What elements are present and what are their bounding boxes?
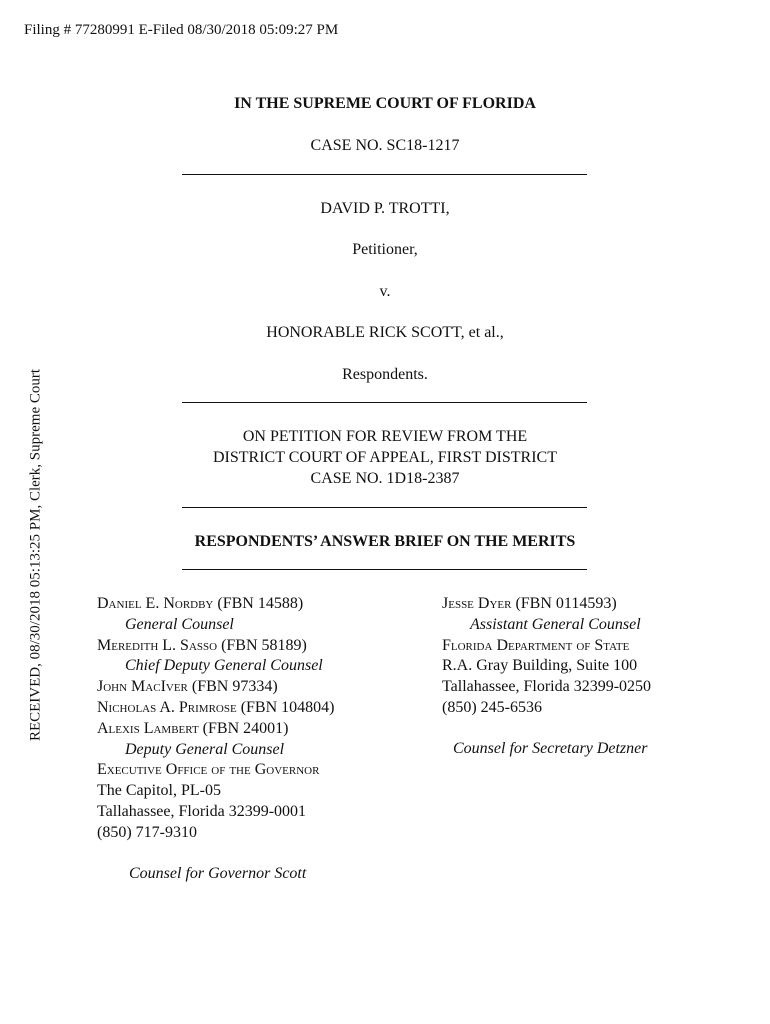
counsel-line: Jesse Dyer (FBN 0114593): [442, 595, 617, 612]
counsel-block-secretary: [442, 594, 651, 760]
received-stamp: RECEIVED, 08/30/2018 05:13:25 PM, Clerk, Supreme Court: [27, 368, 44, 742]
office-name: Florida Department of State: [442, 636, 630, 654]
divider-rule: [182, 507, 587, 508]
review-line-2: DISTRICT COURT OF APPEAL, FIRST DISTRICT: [213, 449, 557, 466]
phone-number: (850) 245-6536: [442, 698, 542, 716]
address-line: Tallahassee, Florida 32399-0001: [97, 802, 307, 820]
filing-header: Filing # 77280991 E-Filed 08/30/2018 05:09:27 PM: [24, 22, 339, 38]
counsel-title: General Counsel: [125, 615, 234, 633]
counsel-line: Alexis Lambert (FBN 24001): [97, 719, 289, 737]
divider-rule: [182, 174, 587, 175]
counsel-title: Chief Deputy General Counsel: [125, 657, 323, 675]
office-name: Executive Office of the Governor: [97, 761, 320, 779]
case-number: CASE NO. SC18-1217: [310, 137, 460, 154]
respondent-name: HONORABLE RICK SCOTT, et al.,: [266, 324, 504, 341]
address-line: The Capitol, PL-05: [97, 782, 221, 800]
counsel-title: Assistant General Counsel: [470, 615, 641, 633]
review-line-1: ON PETITION FOR REVIEW FROM THE: [242, 428, 528, 445]
address-line: Tallahassee, Florida 32399-0250: [442, 678, 652, 696]
counsel-line: John MacIver (FBN 97334): [97, 678, 278, 696]
address-line: R.A. Gray Building, Suite 100: [442, 657, 638, 675]
counsel-title: Deputy General Counsel: [125, 740, 285, 758]
divider-rule: [182, 402, 587, 403]
review-case-number: CASE NO. 1D18-2387: [310, 470, 460, 487]
counsel-for-label: Counsel for Secretary Detzner: [453, 739, 648, 757]
counsel-line: Daniel E. Nordby (FBN 14588): [97, 595, 304, 612]
court-name: IN THE SUPREME COURT OF FLORIDA: [234, 95, 536, 112]
respondent-role: Respondents.: [342, 366, 428, 383]
counsel-line: Nicholas A. Primrose (FBN 104804): [97, 698, 335, 716]
petitioner-role: Petitioner,: [352, 241, 418, 258]
petitioner-name: DAVID P. TROTTI,: [320, 200, 450, 217]
phone-number: (850) 717-9310: [97, 823, 197, 841]
divider-rule: [182, 569, 587, 570]
counsel-for-label: Counsel for Governor Scott: [129, 864, 307, 882]
versus: v.: [379, 283, 391, 300]
counsel-line: Meredith L. Sasso (FBN 58189): [97, 636, 307, 654]
counsel-block-governor: [97, 594, 334, 884]
brief-title: RESPONDENTS’ ANSWER BRIEF ON THE MERITS: [194, 533, 576, 550]
